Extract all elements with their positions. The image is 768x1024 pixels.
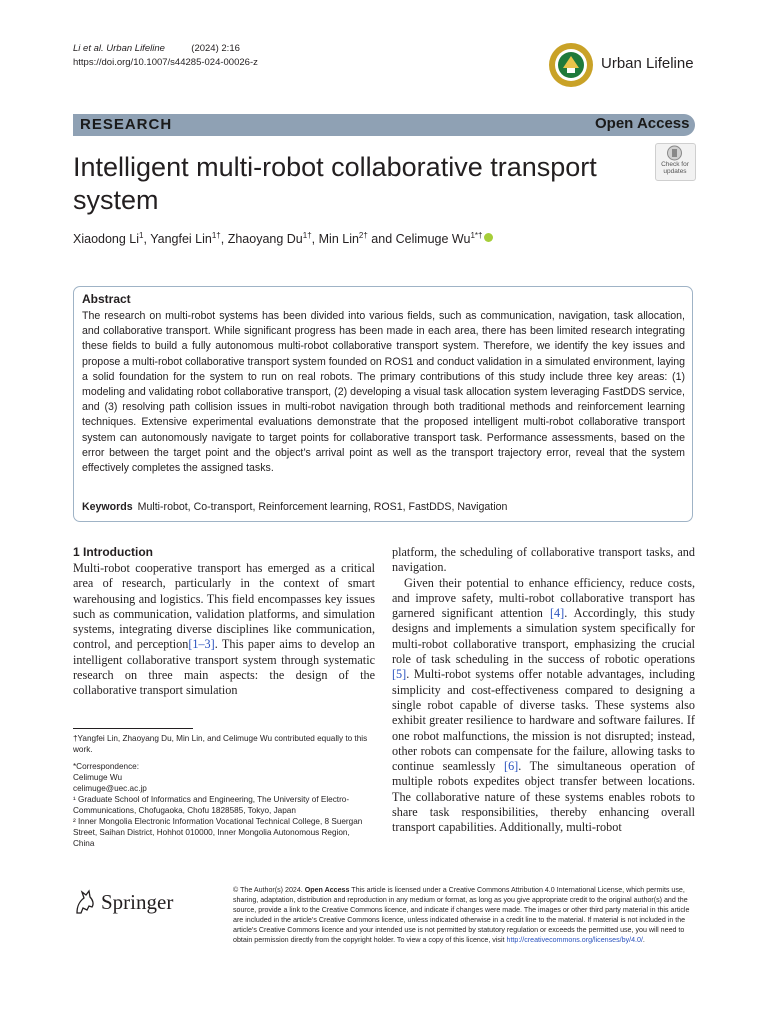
author-name: Min Lin [318,232,359,247]
body-text: . The simultaneous operation of multiple robots expedites object transfer between locations. The collaborative nature of these systems enables robots to share task responsibilities, thereby enhancing overall transport capabilities. Additionally, multi-robot [392,759,695,835]
section-heading: 1 Introduction [73,545,153,559]
license-text [233,885,695,945]
body-text: . Accordingly, this study designs and implements a simulation system specifically for multi-robot collaborative transport, emphasizing the crucial role of task scheduling in the success of robotic operations [392,606,695,667]
author-name: Yangfei Lin [150,232,212,247]
check-updates-line2: updates [663,168,687,175]
citation-link[interactable]: [4] [549,606,565,621]
body-text: Given their potential to enhance efficiency, reduce costs, and improve safety, multi-robot collaborative transport has garnered significant attention [392,575,695,621]
body-column-left [73,561,375,699]
license-link[interactable]: http://creativecommons.org/licenses/by/4.0/ [506,936,643,944]
body-text: Multi-robot cooperative transport has emerged as a critical area of research, particularly in the context of smart warehousing and logistics. This field encompasses key issues such as communication, validation platforms, and simulation systems, integrating diverse disciplines like communication, control, and perception [73,561,375,652]
author-name: Xiaodong Li [73,232,140,247]
author-name: Celimuge Wu [395,232,471,247]
author-separator: and [367,232,396,247]
author-affiliation: 1† [211,231,221,240]
check-updates-line1: Check for [661,161,689,168]
author-separator: , [143,232,151,247]
author-name: Zhaoyang Du [227,232,303,247]
journal-name: Urban Lifeline [601,55,694,72]
affiliation-1: ¹ Graduate School of Informatics and Engineering, The University of Electro-Communications, Chofugaoka, Chofu 1828585, Tokyo, Japan [73,795,350,815]
body-text: . Multi-robot systems offer notable advantages, including simplicity and cost-effectiveness compared to designing a single robot capable of diverse tasks. These systems also exhibit greater resilience to hardware and software failures. If one robot malfunctions, the mission is not disrupted; instead, other robots can compensate for the failure, allowing tasks to continue seamlessly [392,667,695,774]
author-separator: , [311,232,319,247]
publisher-name: Springer [101,890,174,914]
correspondence-label: *Correspondence: [73,762,139,771]
author-list [73,231,493,246]
license-open-access: Open Access [304,886,350,894]
citation-header [73,42,258,70]
keywords-label: Keywords [82,501,133,513]
abstract-text: The research on multi-robot systems has been divided into various fields, such as communication, navigation, task allocation, and collaborative transport. While significant progress has been made in each area, there has been limited research integrating these fields to build a fully autonomous multi-robot collaborative transport system. Therefore, we identify the key issues and propose a multi-robot collaborative transport system founded on ROS1 and conduct validation in a simulated environment, laying a solid foundation for the system to run on real robots. The primary contributions of this study include three key areas: (1) modeling and validating robot collaborative transport, (2) developing a visual task allocation system leveraging FastDDS service, and (3) resolving path collision issues in multi-robot navigation through both traditional methods and reinforcement learning techniques. Extensive experimental evaluations demonstrate that the proposed intelligent multi-robot collaborative transport system can autonomously navigate to target points for collaborative transport task. Performance assessments, based on the error between the target point and the object’s arrival point as well as the transport trajectory error, reveal that the system effectively completes the assigned tasks. [82,310,686,475]
author-affiliation: 1*† [470,231,483,240]
abstract-heading: Abstract [82,292,131,306]
correspondence-block [73,761,373,849]
footnote-rule [73,728,193,729]
author-affiliation: 2† [358,231,368,240]
author-separator: , [220,232,228,247]
orcid-icon[interactable] [484,233,493,242]
citation-link[interactable]: [1–3] [188,637,215,652]
citation-year: (2024) 2:16 [191,43,240,54]
author-affiliation: 1† [302,231,312,240]
article-title: Intelligent multi-robot collaborative transport system [73,152,597,215]
correspondence-email[interactable]: celimuge@uec.ac.jp [73,784,147,793]
open-access-label: Open Access [595,115,690,132]
springer-horse-icon [73,889,97,915]
keywords [82,501,507,513]
license-body: This article is licensed under a Creative Commons Attribution 4.0 International License, which permits use, sharing, adaptation, distribution and reproduction in any medium or format, as long as you give appropriate credit to the original author(s) and the source, provide a link to the Creative Commons licence, and indicate if changes were made. The images or other third party material in this article are included in the article’s Creative Commons licence, unless indicated otherwise in a credit line to the material. If material is not included in the article’s Creative Commons licence and your intended use is not permitted by statutory regulation or exceeds the permitted use, you will need to obtain permission directly from the copyright holder. To view a copy of this licence, visit [233,886,690,944]
correspondence-name: Celimuge Wu [73,773,122,782]
body-text: . This paper aims to develop an intelligent collaborative transport system through systematic research on three main aspects: the design of the collaborative transport simulation [73,637,375,698]
license-suffix: . [642,936,645,944]
check-updates-symbol-icon [656,144,693,162]
body-column-right [392,545,695,836]
footnote-equal: †Yangfei Lin, Zhaoyang Du, Min Lin, and Celimuge Wu contributed equally to this work. [73,734,368,754]
check-for-updates-label [656,161,694,175]
citation-link[interactable]: [6] [504,759,519,774]
citation-link[interactable]: [5] [392,667,407,682]
article-type-label: RESEARCH [80,116,173,133]
keywords-list: Multi-robot, Co-transport, Reinforcement learning, ROS1, FastDDS, Navigation [137,501,508,513]
journal-logo-icon [548,42,594,88]
citation-authors: Li et al. Urban Lifeline [73,43,165,54]
author-affiliation: 1 [139,231,144,240]
doi-link[interactable]: https://doi.org/10.1007/s44285-024-00026-z [73,57,258,68]
license-prefix: © The Author(s) 2024. [233,886,305,894]
affiliation-2: ² Inner Mongolia Electronic Information Vocational Technical College, 8 Suergan Street, Saihan District, Hohhot 010000, Inner Mongolia Autonomous Region, China [73,817,363,848]
body-text: platform, the scheduling of collaborative transport tasks, and navigation. [392,545,695,575]
